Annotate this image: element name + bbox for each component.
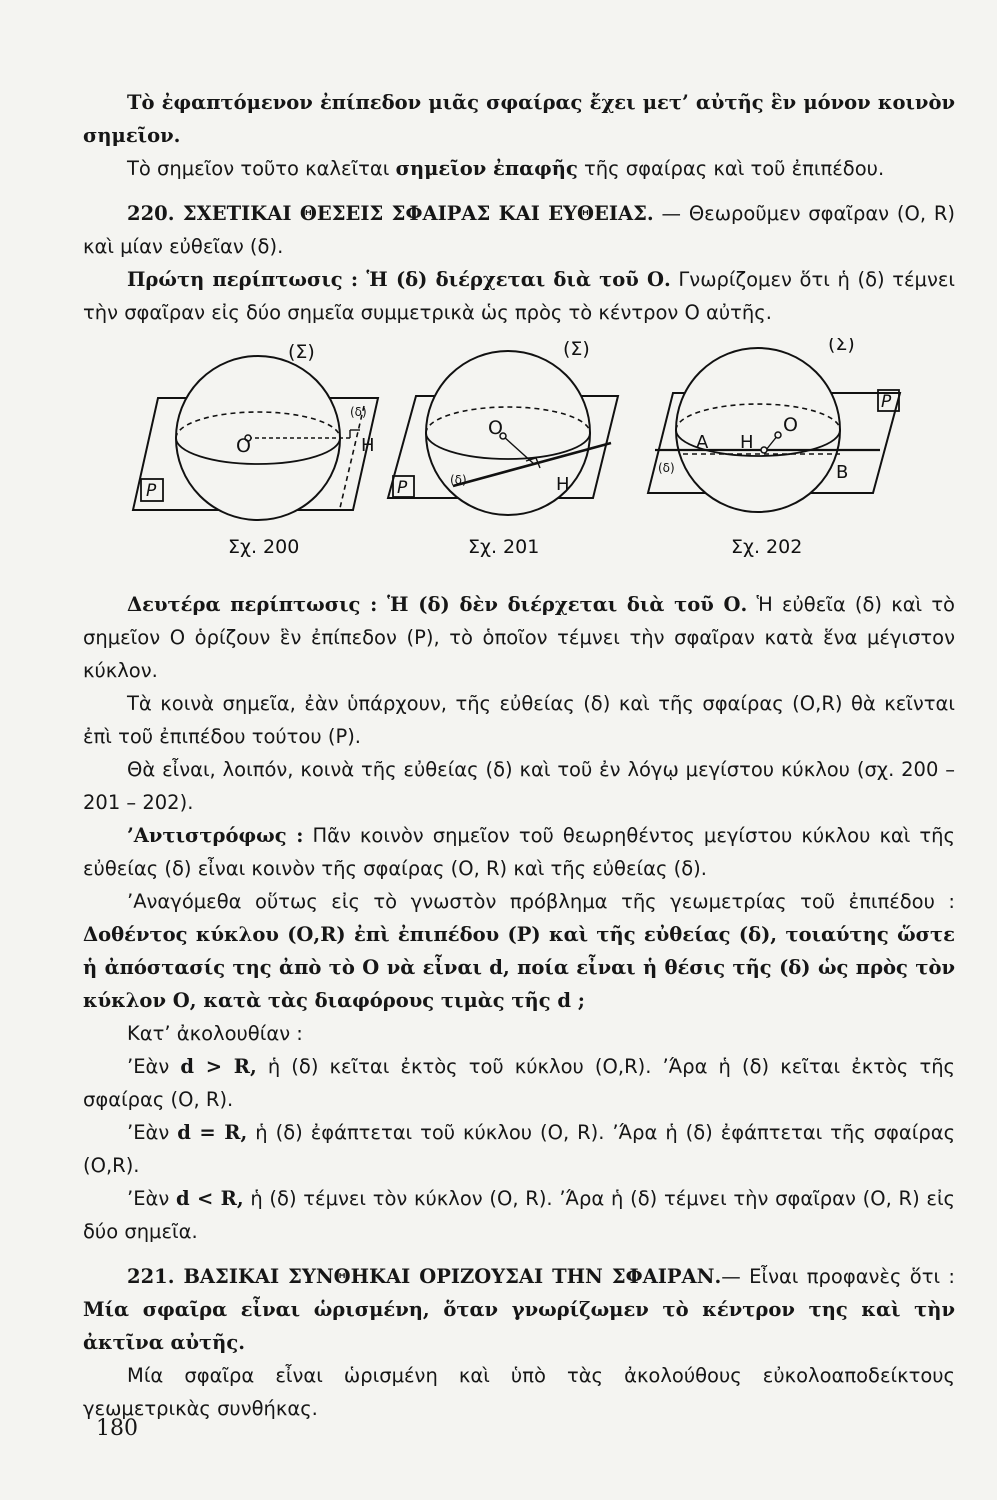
text-run: Μία σφαῖρα εἶναι ὡρισμένη καὶ ὑπὸ τὰς ἀκολούθους εὐκολοαποδείκτους γεωμετρικὰς συνθήκας. <box>83 1364 955 1420</box>
paragraph-p7 <box>83 753 955 819</box>
bold-run: d < R, <box>176 1187 244 1210</box>
fig202-point: H <box>740 432 754 453</box>
figure-202 <box>648 338 900 558</box>
fig202-plane: P <box>881 392 892 412</box>
text-run: Πᾶν κοινὸν σημεῖον τοῦ θεωρηθέντος μεγίστου κύκλου καὶ τῆς εὐθείας (δ) εἶναι κοινὸν τῆς σφαίρας (Ο, R) καὶ τῆς εὐθείας (δ). <box>83 824 955 880</box>
text-run: ’Εὰν <box>127 1055 181 1078</box>
paragraph-p6 <box>83 687 955 753</box>
fig202-line: (δ) <box>658 461 675 475</box>
paragraph-p12 <box>83 1116 955 1182</box>
text-run: — Εἶναι προφανὲς ὅτι : <box>721 1265 955 1288</box>
fig202-center: O <box>783 414 798 436</box>
paragraph-p11 <box>83 1050 955 1116</box>
bold-run: 220. ΣΧΕΤΙΚΑΙ ΘΕΣΕΙΣ ΣΦΑΙΡΑΣ ΚΑΙ ΕΥΘΕΙΑΣ. <box>127 202 654 225</box>
bold-run: d = R, <box>177 1121 248 1144</box>
page-number: 180 <box>96 1416 138 1441</box>
text-run: ἡ (δ) ἐφάπτεται τοῦ κύκλου (Ο, R). ’Άρα ἡ (δ) ἐφάπτεται τῆς σφαίρας (Ο,R). <box>83 1121 956 1177</box>
fig201-point: H <box>556 474 570 495</box>
text-run: Τὰ κοινὰ σημεῖα, ἐὰν ὑπάρχουν, τῆς εὐθείας (δ) καὶ τῆς σφαίρας (Ο,R) θὰ κεῖνται ἐπὶ τοῦ ἐπιπέδου τούτου (P). <box>83 692 955 748</box>
figures-row <box>128 338 908 563</box>
paragraph-p5 <box>83 588 955 687</box>
fig201-caption: Σχ. 201 <box>468 536 540 558</box>
bold-run: Μία σφαῖρα εἶναι ὡρισμένη, ὅταν γνωρίζωμεν τὸ κέντρον της καὶ τὴν ἀκτῖνα αὐτῆς. <box>83 1298 955 1354</box>
fig202-point-a: A <box>696 432 709 453</box>
bold-run: σημεῖον ἐπαφῆς <box>395 157 578 180</box>
sphere-202 <box>676 348 840 512</box>
fig200-plane: P <box>146 481 157 501</box>
bold-run: Δοθέντος κύκλου (Ο,R) ἐπὶ ἐπιπέδου (P) καὶ τῆς εὐθείας (δ), τοιαύτης ὥστε ἡ ἀπόστασίς της ἀπὸ τὸ Ο νὰ εἶναι d, ποία εἶναι ἡ θέσις τῆς (δ) ὡς πρὸς τὸν κύκλον Ο, κατὰ τὰς διαφόρους τιμὰς τῆς d ; <box>83 923 955 1012</box>
bold-run: Τὸ ἐφαπτόμενον ἐπίπεδον μιᾶς σφαίρας ἔχει μετ’ αὐτῆς ἓν μόνον κοινὸν σημεῖον. <box>83 91 955 147</box>
fig201-line: (δ) <box>450 473 467 487</box>
fig200-caption: Σχ. 200 <box>228 536 300 558</box>
fig201-center: O <box>488 417 503 439</box>
text-run: ’Εὰν <box>127 1187 176 1210</box>
text-run: Θὰ εἶναι, λοιπόν, κοινὰ τῆς εὐθείας (δ) καὶ τοῦ ἐν λόγῳ μεγίστου κύκλου (σχ. 200 – 201 – 202). <box>83 758 955 814</box>
text-run: — Θεωροῦμεν σφαῖραν (Ο, R) καὶ μίαν εὐθεῖαν (δ). <box>83 202 955 258</box>
text-block-bottom <box>83 588 955 1425</box>
bold-run: 221. ΒΑΣΙΚΑΙ ΣΥΝΘΗΚΑΙ ΟΡΙΖΟΥΣΑΙ ΤΗΝ ΣΦΑΙΡΑΝ. <box>127 1265 722 1288</box>
text-run: ’Αναγόμεθα οὕτως εἰς τὸ γνωστὸν πρόβλημα τῆς γεωμετρίας τοῦ ἐπιπέδου : <box>127 890 955 913</box>
text-run: Γνωρίζομεν ὅτι ἡ (δ) τέμνει τὴν σφαῖραν εἰς δύο σημεῖα συμμετρικὰ ὡς πρὸς τὸ κέντρον Ο αὐτῆς. <box>83 268 955 324</box>
bold-run: Πρώτη περίπτωσις : Ἡ (δ) διέρχεται διὰ τοῦ Ο. <box>127 268 671 291</box>
fig202-point-b: B <box>836 462 849 483</box>
text-run: τῆς σφαίρας καὶ τοῦ ἐπιπέδου. <box>577 157 885 180</box>
fig201-sphere: (Σ) <box>563 338 590 360</box>
bold-run: d > R, <box>180 1055 257 1078</box>
paragraph-p13 <box>83 1182 955 1248</box>
paragraph-p10 <box>83 1017 955 1050</box>
text-run: ἡ (δ) τέμνει τὸν κύκλον (Ο, R). ’Άρα ἡ (δ) τέμνει τὴν σφαῖραν (Ο, R) εἰς δύο σημεῖα. <box>83 1187 955 1243</box>
fig201-plane: P <box>397 478 408 498</box>
fig200-sphere: (Σ) <box>288 341 315 363</box>
text-run: Κατ’ ἀκολουθίαν : <box>127 1022 303 1045</box>
paragraph-p15 <box>83 1359 955 1425</box>
text-run: Ἡ εὐθεῖα (δ) καὶ τὸ σημεῖον Ο ὁρίζουν ἓν ἐπίπεδον (P), τὸ ὁποῖον τέμνει τὴν σφαῖραν κατὰ ἕνα μέγιστον κύκλον. <box>83 593 955 682</box>
text-run: ’Εὰν <box>127 1121 178 1144</box>
fig202-sphere: (Σ) <box>828 338 855 355</box>
text-block-top <box>83 86 955 329</box>
paragraph-p3 <box>83 197 955 263</box>
figure-200 <box>133 341 378 558</box>
fig200-center: O <box>236 435 251 457</box>
paragraph-p4 <box>83 263 955 329</box>
text-run: Τὸ σημεῖον τοῦτο καλεῖται <box>127 157 396 180</box>
figure-201 <box>388 338 618 558</box>
paragraph-p1 <box>83 86 955 152</box>
paragraph-p8 <box>83 819 955 885</box>
paragraph-p14 <box>83 1260 955 1359</box>
paragraph-p2 <box>83 152 955 185</box>
bold-run: ’Αντιστρόφως : <box>127 824 304 847</box>
paragraph-p9 <box>83 885 955 1017</box>
fig200-line: (δ) <box>350 405 367 419</box>
bold-run: Δευτέρα περίπτωσις : Ἡ (δ) δὲν διέρχεται διὰ τοῦ Ο. <box>127 593 748 616</box>
text-run: ἡ (δ) κεῖται ἐκτὸς τοῦ κύκλου (Ο,R). ’Άρα ἡ (δ) κεῖται ἐκτὸς τῆς σφαίρας (Ο, R). <box>83 1055 955 1111</box>
fig200-point: H <box>361 435 375 456</box>
fig202-caption: Σχ. 202 <box>731 536 803 558</box>
